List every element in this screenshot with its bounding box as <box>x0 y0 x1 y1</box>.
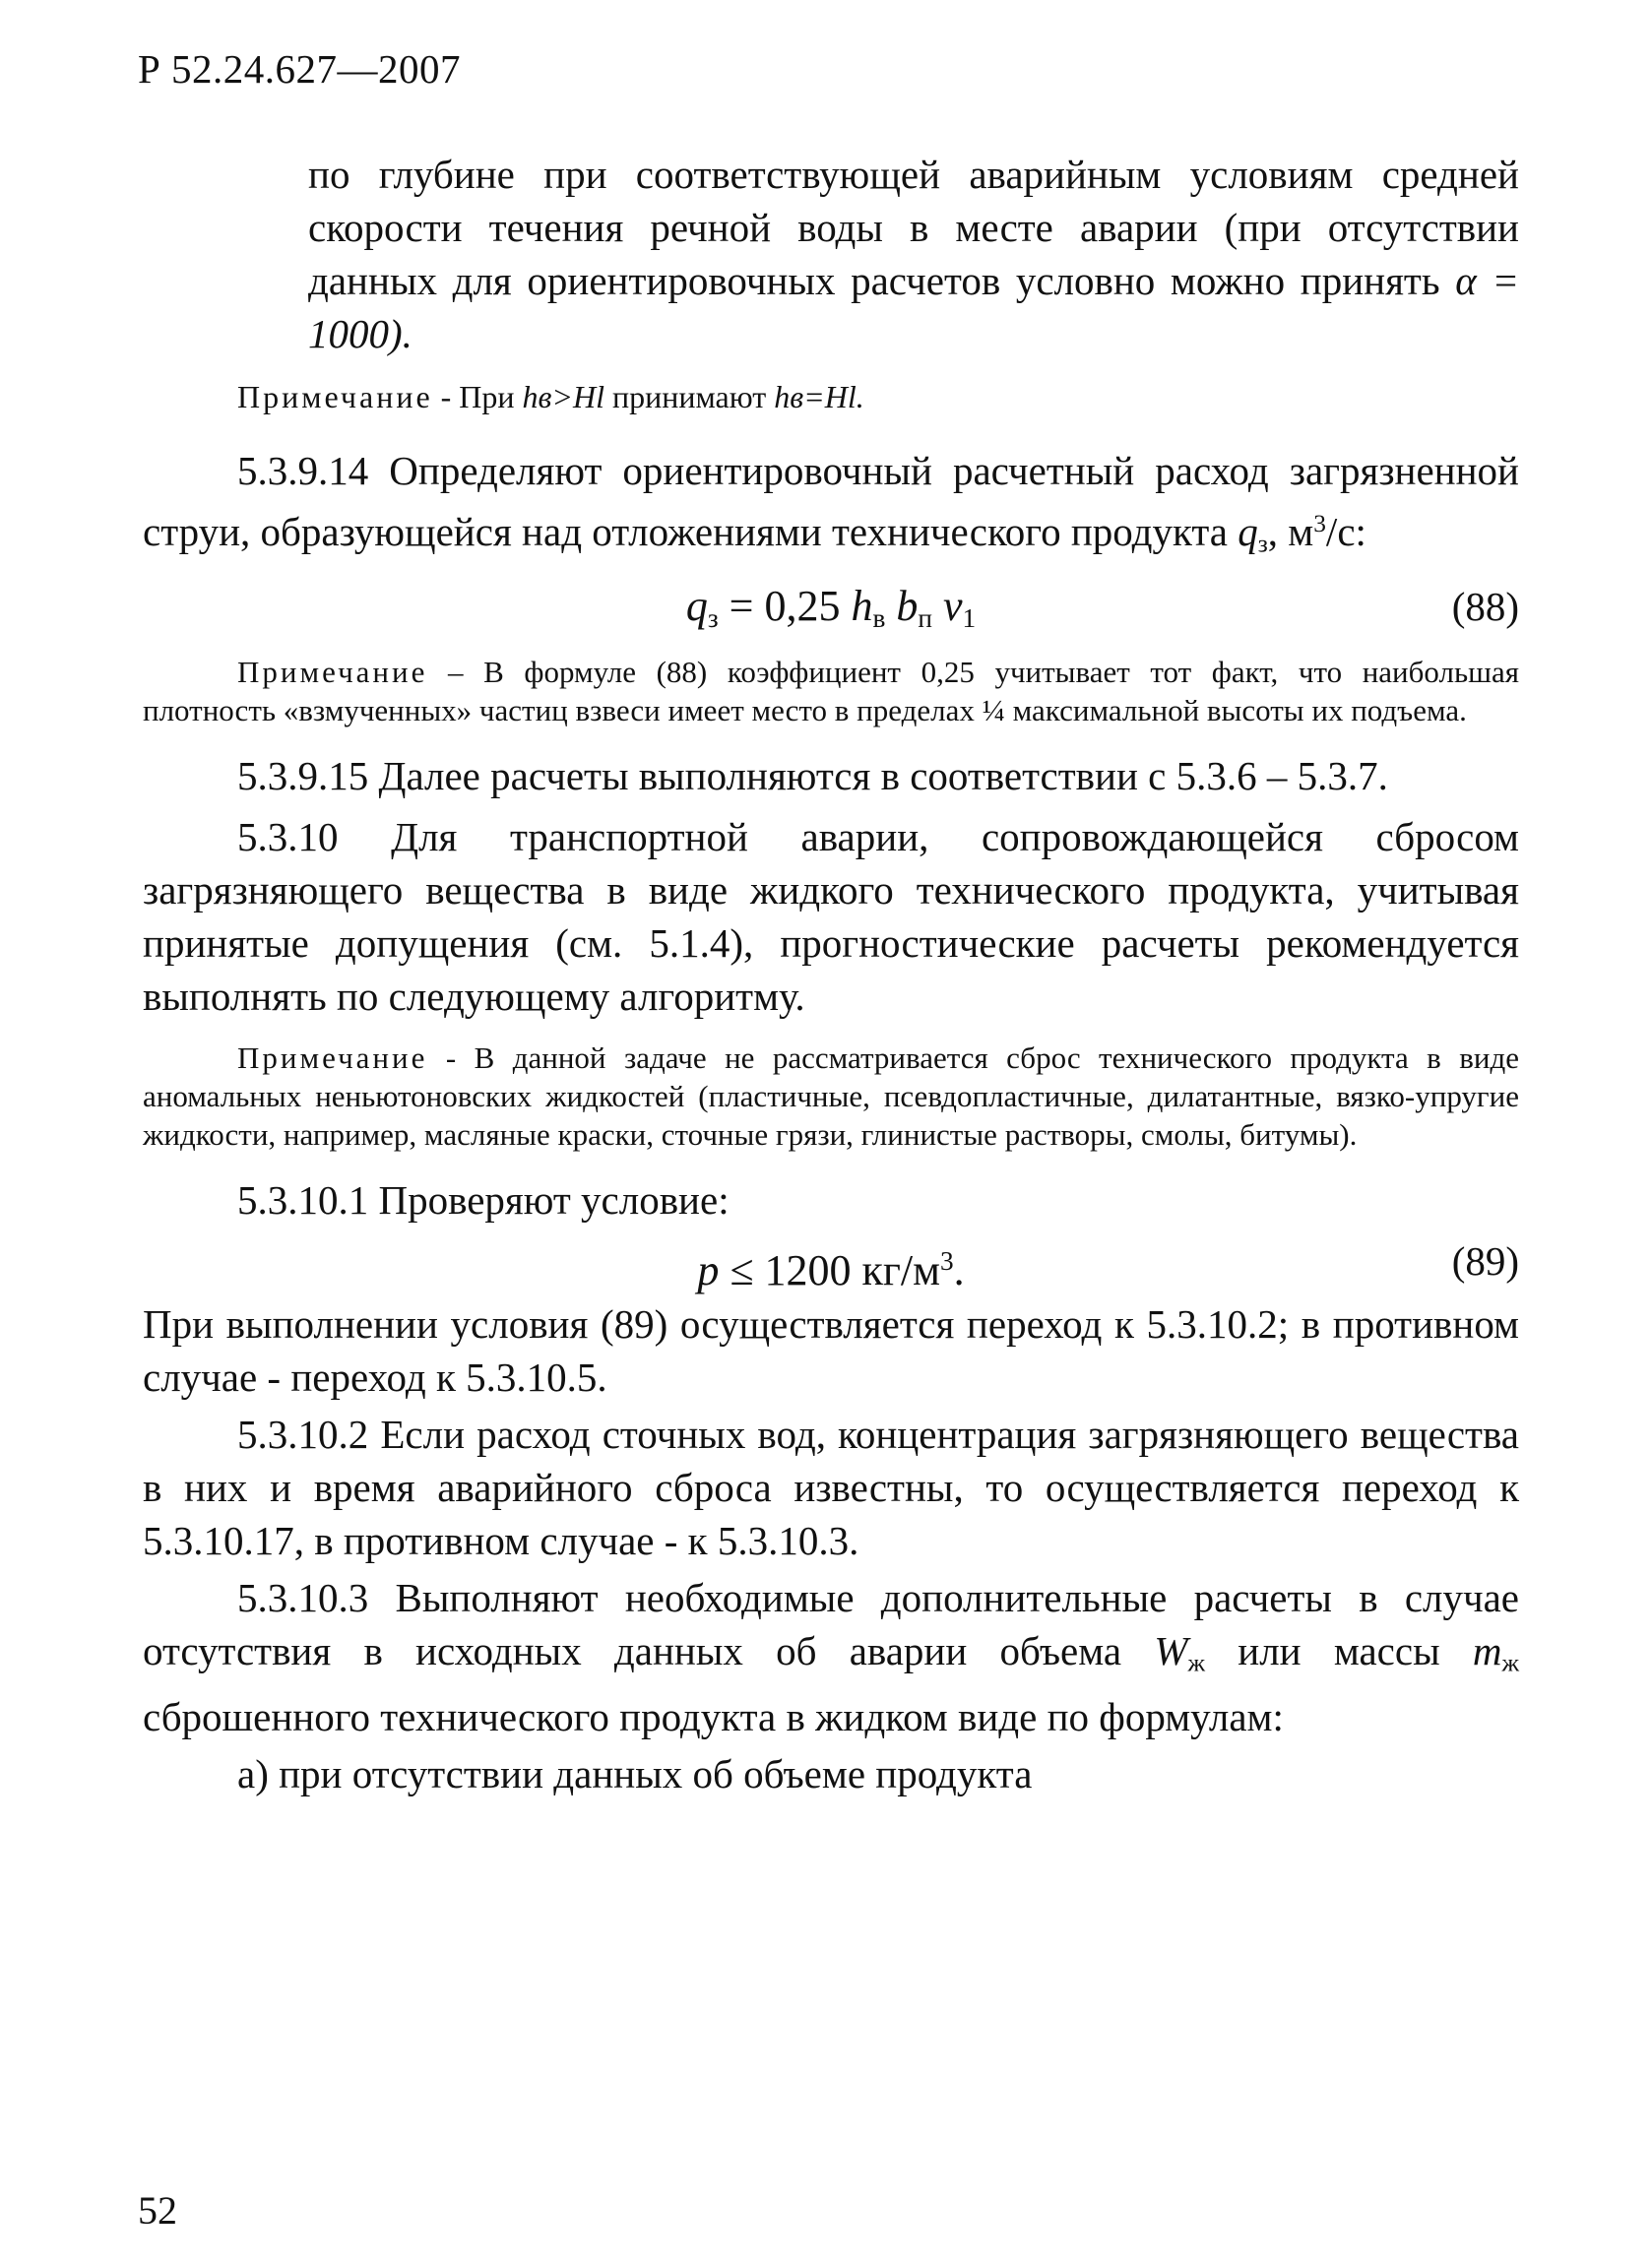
eq88-h: h <box>851 582 873 631</box>
eq88-lhs-sub: з <box>707 603 719 634</box>
section-5-3-10-3-m: m <box>1472 1628 1502 1674</box>
equation-88-expression <box>143 576 1519 649</box>
eq89-lhs: p <box>697 1246 720 1295</box>
eq88-h-sub: в <box>872 603 886 634</box>
section-5-3-10-3-w: W <box>1154 1628 1188 1674</box>
section-5-3-9-14-unit-end: /с: <box>1325 508 1366 554</box>
note-1-mid: принимают <box>612 379 767 414</box>
eq89-end: . <box>953 1246 965 1295</box>
page-body <box>143 148 1519 1800</box>
note-1-label: Примечание <box>237 379 433 414</box>
section-5-3-10-1: 5.3.10.1 Проверяют условие: <box>237 1177 730 1224</box>
document-number-header: Р 52.24.627—2007 <box>138 46 462 92</box>
section-5-3-9-15: 5.3.9.15 Далее расчеты выполняются в соответствии с 5.3.6 – 5.3.7. <box>237 753 1388 799</box>
equation-89-number: (89) <box>1451 1238 1519 1285</box>
note-3-text: - В данной задаче не рассматривается сброс технического продукта в виде аномальных неньютоновских жидкостей (пластичные, псевдопластичные, дилатантные, вязко-упругие жидкости, например, масляные краски, сточные грязи, глинистые растворы, смолы, битумы). <box>143 1040 1519 1153</box>
section-5-3-10-2: 5.3.10.2 Если расход сточных вод, концентрация загрязняющего вещества в них и время аварийного сброса известны, то осуществляется переход к 5.3.10.17, в противном случае - к 5.3.10.3. <box>143 1412 1519 1564</box>
section-5-3-9-14-var: q <box>1238 508 1258 554</box>
section-5-3-9-14-var-sub: з <box>1257 530 1268 558</box>
eq88-v: v <box>942 582 963 631</box>
continuation-paragraph <box>143 148 1519 360</box>
eq88-equals: = 0,25 <box>718 582 852 631</box>
note-2-label: Примечание <box>237 655 428 690</box>
note-1 <box>143 378 1519 416</box>
eq89-rhs: ≤ 1200 кг/м <box>719 1246 940 1295</box>
eq88-v-sub: 1 <box>962 603 977 634</box>
note-2-text: – В формуле (88) коэффициент 0,25 учитывает тот факт, что наибольшая плотность «взмученных» частиц взвеси имеет место в пределах ¼ максимальной высоты их подъема. <box>143 655 1519 728</box>
section-5-3-9-14-text: 5.3.9.14 Определяют ориентировочный расчетный расход загрязненной струи, образующейся над отложениями технического продукта <box>143 448 1519 554</box>
page-number: 52 <box>138 2188 177 2233</box>
section-5-3-10-3 <box>143 1571 1519 1742</box>
eq88-b: b <box>896 582 919 631</box>
eq89-sup: 3 <box>940 1246 954 1277</box>
equation-89 <box>143 1230 1519 1295</box>
section-5-3-10-3-text-c: сброшенного технического продукта в жидком виде по формулам: <box>143 1693 1284 1739</box>
note-2 <box>143 653 1519 729</box>
equation-89-expression <box>143 1230 1519 1301</box>
note-3 <box>143 1039 1519 1154</box>
section-5-3-10: 5.3.10 Для транспортной аварии, сопровождающейся сбросом загрязняющего вещества в виде жидкого технического продукта, учитывая принятые допущения (см. 5.1.4), прогностические расчеты рекомендуется выполнять по следующему алгоритму. <box>143 814 1519 1020</box>
eq88-lhs: q <box>685 582 708 631</box>
note-1-result: hв=Hl. <box>774 379 864 414</box>
list-item-a: а) при отсутствии данных об объеме продукта <box>237 1750 1033 1796</box>
continuation-alpha: α = 1000). <box>308 258 1519 356</box>
condition-89-result: При выполнении условия (89) осуществляется переход к 5.3.10.2; в противном случае - переход к 5.3.10.5. <box>143 1301 1519 1401</box>
section-5-3-10-3-text-b: или массы <box>1238 1628 1440 1674</box>
equation-88-number: (88) <box>1451 584 1519 630</box>
section-5-3-9-14 <box>143 444 1519 570</box>
section-5-3-10-3-w-sub: ж <box>1187 1649 1206 1677</box>
equation-88 <box>143 576 1519 637</box>
section-5-3-9-14-unit-sup: 3 <box>1313 510 1326 537</box>
note-1-condition: hв>Hl <box>522 379 605 414</box>
eq88-b-sub: п <box>918 603 932 634</box>
section-5-3-10-3-text-a: 5.3.10.3 Выполняют необходимые дополнительные расчеты в случае отсутствия в исходных данных об аварии объема <box>143 1575 1519 1674</box>
section-5-3-10-3-m-sub: ж <box>1501 1649 1520 1677</box>
note-1-text: - При <box>440 379 515 414</box>
section-5-3-9-14-unit: , м <box>1267 508 1314 554</box>
note-3-label: Примечание <box>237 1040 428 1076</box>
continuation-text: по глубине при соответствующей аварийным условиям средней скорости течения речной воды в месте аварии (при отсутствии данных для ориентировочных расчетов условно можно принять <box>308 152 1519 303</box>
